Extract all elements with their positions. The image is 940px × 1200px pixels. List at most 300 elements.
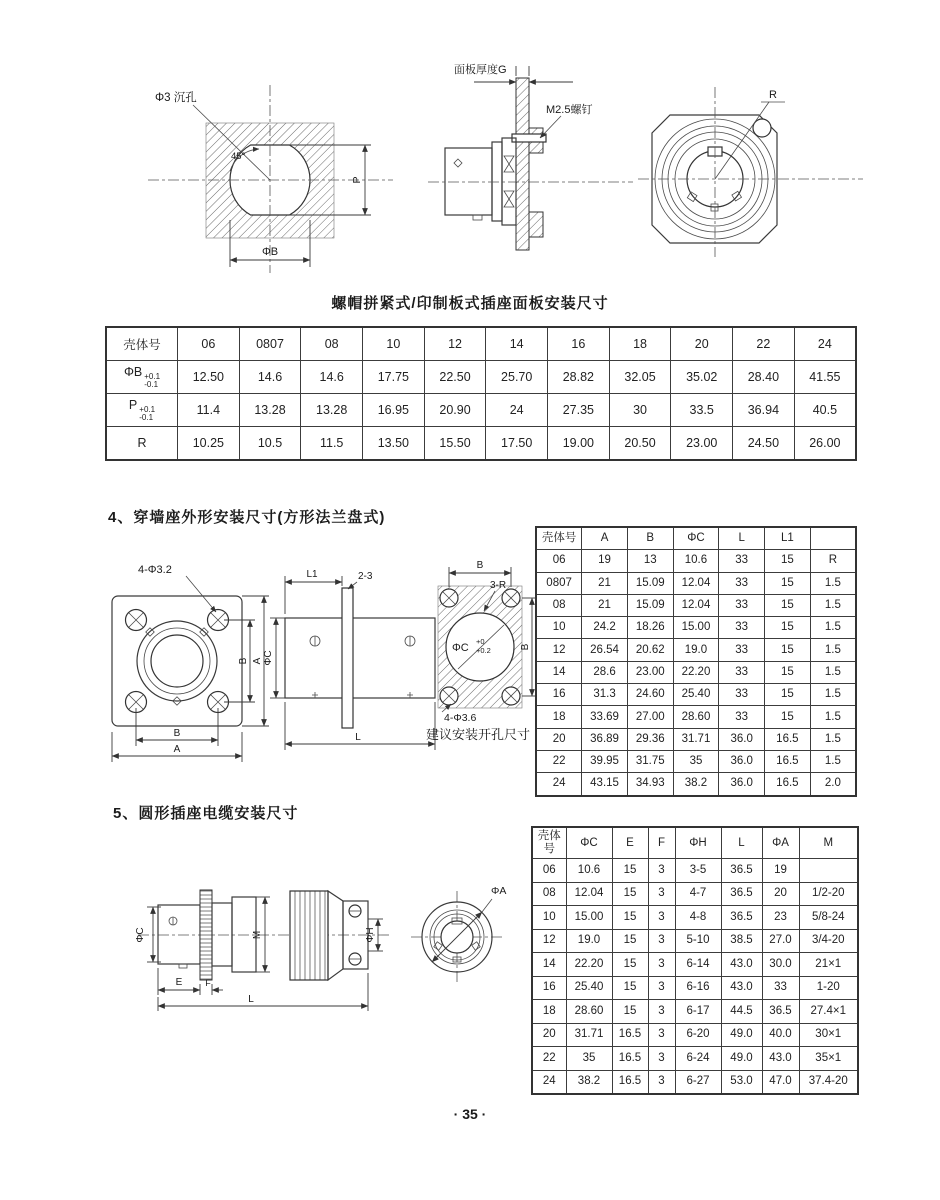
data-cell: 16.95 xyxy=(363,394,425,427)
table-row xyxy=(532,859,858,883)
data-cell: 15.00 xyxy=(673,617,719,639)
data-cell: 15 xyxy=(765,617,811,639)
row-header-cell: 22 xyxy=(536,750,582,772)
data-cell: 15 xyxy=(765,661,811,683)
data-cell: 3 xyxy=(648,906,675,930)
data-cell: 13.50 xyxy=(363,427,425,461)
data-cell: 3 xyxy=(648,1047,675,1071)
data-cell: 19 xyxy=(762,859,799,883)
row-header-cell: 24 xyxy=(532,1070,566,1094)
data-cell: 33 xyxy=(719,572,765,594)
seal-section-bottom xyxy=(504,191,514,207)
data-cell: 15.00 xyxy=(566,906,612,930)
data-cell: 3 xyxy=(648,1000,675,1024)
data-cell: 53.0 xyxy=(721,1070,762,1094)
data-cell: 23.00 xyxy=(627,661,673,683)
row-header-cell: ΦB +0.1 -0.1 xyxy=(106,361,178,394)
data-cell: 30×1 xyxy=(799,1023,858,1047)
data-cell: 3/4-20 xyxy=(799,929,858,953)
data-cell: 15 xyxy=(612,882,648,906)
data-cell: 31.75 xyxy=(627,750,673,772)
data-cell: 33 xyxy=(719,661,765,683)
holes-leader xyxy=(186,576,216,612)
data-cell: 35 xyxy=(673,750,719,772)
data-cell: 28.6 xyxy=(582,661,628,683)
data-cell: 16.5 xyxy=(765,750,811,772)
data-cell: 43.0 xyxy=(721,976,762,1000)
column-header: 22 xyxy=(733,327,795,361)
data-cell: 39.95 xyxy=(582,750,628,772)
column-header: 20 xyxy=(671,327,733,361)
table-row xyxy=(532,1047,858,1071)
data-cell: 1.5 xyxy=(810,750,856,772)
table-row xyxy=(536,773,856,796)
data-cell: 6-20 xyxy=(675,1023,721,1047)
data-cell: 1.5 xyxy=(810,728,856,750)
data-cell: 3 xyxy=(648,1070,675,1094)
section4-title: 4、穿墙座外形安装尺寸(方形法兰盘式) xyxy=(108,509,386,526)
screw-leader xyxy=(540,116,561,138)
column-header: M xyxy=(799,827,858,859)
a-label: A xyxy=(173,744,181,755)
data-cell: 17.75 xyxy=(363,361,425,394)
data-cell: 6-24 xyxy=(675,1047,721,1071)
column-header: ΦH xyxy=(675,827,721,859)
c-label: ΦC xyxy=(263,650,274,666)
data-cell: 1.5 xyxy=(810,684,856,706)
data-cell: 10.25 xyxy=(178,427,240,461)
data-cell: 1.5 xyxy=(810,617,856,639)
column-header: 0807 xyxy=(239,327,301,361)
table-row xyxy=(532,929,858,953)
data-cell: 5-10 xyxy=(675,929,721,953)
data-cell: 49.0 xyxy=(721,1023,762,1047)
data-cell: 38.2 xyxy=(566,1070,612,1094)
data-cell: 15 xyxy=(612,929,648,953)
flange-ring xyxy=(492,142,502,221)
column-header: 壳体号 xyxy=(106,327,178,361)
data-cell: 27.4×1 xyxy=(799,1000,858,1024)
row-header-cell: 14 xyxy=(536,661,582,683)
data-cell: 15 xyxy=(612,859,648,883)
holes-label: 4-Φ3.2 xyxy=(138,564,172,576)
column-header: L1 xyxy=(765,527,811,550)
flange-dim-table xyxy=(535,526,857,797)
b-label: B xyxy=(173,728,181,739)
data-cell: 36.0 xyxy=(719,773,765,796)
table-row xyxy=(536,594,856,616)
counterbore-label: Φ3 沉孔 xyxy=(155,92,197,104)
column-header: 壳体 号 xyxy=(532,827,566,859)
data-cell: 21 xyxy=(582,594,628,616)
data-cell: 33.5 xyxy=(671,394,733,427)
data-cell: 16.5 xyxy=(765,728,811,750)
data-cell: 33 xyxy=(719,684,765,706)
data-cell: 1.5 xyxy=(810,639,856,661)
data-cell: 33 xyxy=(719,706,765,728)
mount-boss-bottom xyxy=(529,212,543,237)
table-row xyxy=(532,953,858,977)
connector-body xyxy=(445,148,492,215)
data-cell: 3 xyxy=(648,1023,675,1047)
column-header: L xyxy=(721,827,762,859)
data-cell: 22.20 xyxy=(673,661,719,683)
body-mark xyxy=(454,159,462,167)
column-header: 24 xyxy=(794,327,856,361)
data-cell: 23 xyxy=(762,906,799,930)
column-header: A xyxy=(582,527,628,550)
table-row xyxy=(106,394,856,427)
data-cell: 47.0 xyxy=(762,1070,799,1094)
data-cell: 3 xyxy=(648,976,675,1000)
seal-section-top xyxy=(504,156,514,172)
data-cell: 32.05 xyxy=(609,361,671,394)
table-row xyxy=(536,684,856,706)
data-cell: 28.82 xyxy=(548,361,610,394)
panel-cutout-drawing xyxy=(133,55,433,295)
tick xyxy=(312,692,318,698)
data-cell: 13.28 xyxy=(239,394,301,427)
section5-drawings xyxy=(123,845,553,1055)
data-cell: 6-17 xyxy=(675,1000,721,1024)
data-cell: 20 xyxy=(762,882,799,906)
data-cell: 24.2 xyxy=(582,617,628,639)
column-header: 18 xyxy=(609,327,671,361)
table-row xyxy=(532,906,858,930)
table-row xyxy=(532,882,858,906)
data-cell: 33 xyxy=(762,976,799,1000)
data-cell: 19.00 xyxy=(548,427,610,461)
thread-neck xyxy=(212,903,232,966)
data-cell: 1.5 xyxy=(810,572,856,594)
data-cell: 1.5 xyxy=(810,594,856,616)
data-cell: 15 xyxy=(612,953,648,977)
tol-bot: +0.2 xyxy=(476,646,491,655)
data-cell: 15 xyxy=(612,976,648,1000)
data-cell: 31.3 xyxy=(582,684,628,706)
table-row xyxy=(532,1000,858,1024)
row-header-cell: 06 xyxy=(536,550,582,572)
table-row xyxy=(536,550,856,572)
data-cell: 12.04 xyxy=(566,882,612,906)
row-header-cell: 20 xyxy=(536,728,582,750)
data-cell: 12.50 xyxy=(178,361,240,394)
data-cell: 11.4 xyxy=(178,394,240,427)
l1-label: L1 xyxy=(306,569,318,580)
data-cell: 41.55 xyxy=(794,361,856,394)
data-cell: 25.70 xyxy=(486,361,548,394)
data-cell: 15 xyxy=(765,550,811,572)
data-cell: 43.0 xyxy=(721,953,762,977)
data-cell: 15 xyxy=(765,684,811,706)
data-cell: 6-14 xyxy=(675,953,721,977)
row-header-cell: 20 xyxy=(532,1023,566,1047)
data-cell: 26.54 xyxy=(582,639,628,661)
data-cell: 24.50 xyxy=(733,427,795,461)
row-header-cell: 18 xyxy=(536,706,582,728)
data-cell: 36.0 xyxy=(719,750,765,772)
row-header-cell: 14 xyxy=(532,953,566,977)
data-cell: 38.2 xyxy=(673,773,719,796)
table-row xyxy=(106,427,856,461)
row-header-cell: 18 xyxy=(532,1000,566,1024)
data-cell: 12.04 xyxy=(673,594,719,616)
data-cell: 15 xyxy=(765,706,811,728)
data-cell: 36.94 xyxy=(733,394,795,427)
data-cell: 16.5 xyxy=(612,1023,648,1047)
data-cell: 20.90 xyxy=(424,394,486,427)
data-cell: 15 xyxy=(765,572,811,594)
column-header: 12 xyxy=(424,327,486,361)
table-row xyxy=(536,706,856,728)
column-header: 10 xyxy=(363,327,425,361)
flange-plate xyxy=(342,588,353,728)
data-cell: 40.5 xyxy=(794,394,856,427)
data-cell: 16.5 xyxy=(612,1070,648,1094)
data-cell: 3 xyxy=(648,882,675,906)
column-header: 14 xyxy=(486,327,548,361)
c-label: ΦC xyxy=(135,927,146,943)
h-label: ΦH xyxy=(365,927,376,943)
data-cell: 43.15 xyxy=(582,773,628,796)
data-cell: 28.60 xyxy=(566,1000,612,1024)
data-cell: 1-20 xyxy=(799,976,858,1000)
data-cell: 28.40 xyxy=(733,361,795,394)
a-label: ΦA xyxy=(491,885,507,897)
data-cell: 35.02 xyxy=(671,361,733,394)
data-cell: R xyxy=(810,550,856,572)
table-row xyxy=(532,1023,858,1047)
data-cell: 28.60 xyxy=(673,706,719,728)
angle-label: 45° xyxy=(231,151,246,162)
data-cell: 15 xyxy=(765,639,811,661)
front-view-drawing xyxy=(633,85,868,260)
data-cell: 13.28 xyxy=(301,394,363,427)
table-row xyxy=(106,361,856,394)
data-cell: 24.60 xyxy=(627,684,673,706)
data-cell: 20.62 xyxy=(627,639,673,661)
column-header: 08 xyxy=(301,327,363,361)
screw-label: M2.5螺钉 xyxy=(546,104,593,116)
column-header: 06 xyxy=(178,327,240,361)
column-header: 16 xyxy=(548,327,610,361)
data-cell: 36.5 xyxy=(762,1000,799,1024)
row-header-cell: 10 xyxy=(532,906,566,930)
data-cell: 1/2-20 xyxy=(799,882,858,906)
data-cell: 17.50 xyxy=(486,427,548,461)
row-header-cell: 06 xyxy=(532,859,566,883)
table-row xyxy=(536,639,856,661)
data-cell: 33 xyxy=(719,639,765,661)
data-cell: 29.36 xyxy=(627,728,673,750)
data-cell: 31.71 xyxy=(566,1023,612,1047)
b-label: B xyxy=(520,643,531,651)
data-cell: 11.5 xyxy=(301,427,363,461)
row-header-cell: 22 xyxy=(532,1047,566,1071)
data-cell: 13 xyxy=(627,550,673,572)
flange-thickness-label: 2-3 xyxy=(358,571,373,582)
holes2-label: 4-Φ3.6 xyxy=(444,712,477,724)
row-header-cell: 08 xyxy=(536,594,582,616)
data-cell: 19.0 xyxy=(566,929,612,953)
page-number: · 35 · xyxy=(453,1106,487,1122)
table-row xyxy=(536,661,856,683)
data-cell: 15.09 xyxy=(627,594,673,616)
data-cell: 12.04 xyxy=(673,572,719,594)
data-cell: 35×1 xyxy=(799,1047,858,1071)
column-header: 壳体号 xyxy=(536,527,582,550)
data-cell: 33 xyxy=(719,550,765,572)
row-header-cell: 12 xyxy=(532,929,566,953)
e-label: E xyxy=(175,977,183,988)
data-cell: 21×1 xyxy=(799,953,858,977)
panel-table-title: 螺帽拼紧式/印制板式插座面板安装尺寸 xyxy=(331,295,609,312)
row-header-cell: R xyxy=(106,427,178,461)
data-cell: 10.5 xyxy=(239,427,301,461)
data-cell: 34.93 xyxy=(627,773,673,796)
data-cell: 49.0 xyxy=(721,1047,762,1071)
data-cell: 40.0 xyxy=(762,1023,799,1047)
data-cell: 10.6 xyxy=(566,859,612,883)
data-cell xyxy=(799,859,858,883)
body-foot xyxy=(473,215,482,220)
coupling-bore xyxy=(151,635,203,687)
data-cell: 4-7 xyxy=(675,882,721,906)
data-cell: 27.0 xyxy=(762,929,799,953)
data-cell: 25.40 xyxy=(566,976,612,1000)
data-cell: 5/8-24 xyxy=(799,906,858,930)
panel-bar xyxy=(516,78,529,250)
table-row xyxy=(536,728,856,750)
cutout-caption: 建议安装开孔尺寸 xyxy=(426,727,531,742)
data-cell: 15.09 xyxy=(627,572,673,594)
row-header-cell: 10 xyxy=(536,617,582,639)
column-header: E xyxy=(612,827,648,859)
row-header-cell: 16 xyxy=(536,684,582,706)
data-cell: 3 xyxy=(648,859,675,883)
data-cell: 20.50 xyxy=(609,427,671,461)
data-cell: 31.71 xyxy=(673,728,719,750)
data-cell: 36.5 xyxy=(721,906,762,930)
data-cell: 33 xyxy=(719,594,765,616)
m-label: M xyxy=(252,930,263,940)
data-cell: 19.0 xyxy=(673,639,719,661)
row-header-cell: 16 xyxy=(532,976,566,1000)
data-cell: 22.20 xyxy=(566,953,612,977)
row-header-cell: 08 xyxy=(532,882,566,906)
column-header xyxy=(810,527,856,550)
data-cell: 27.00 xyxy=(627,706,673,728)
data-cell: 43.0 xyxy=(762,1047,799,1071)
data-cell: 1.5 xyxy=(810,706,856,728)
data-cell: 10.6 xyxy=(673,550,719,572)
section4-drawings xyxy=(90,556,542,774)
data-cell: 15 xyxy=(612,906,648,930)
panel-mounting-table xyxy=(105,326,857,461)
cable-dim-table xyxy=(531,826,859,1095)
data-cell: 38.5 xyxy=(721,929,762,953)
data-cell: 33 xyxy=(719,617,765,639)
row-header-cell: 12 xyxy=(536,639,582,661)
table-row xyxy=(536,750,856,772)
data-cell: 14.6 xyxy=(301,361,363,394)
f-label: F xyxy=(205,978,211,988)
l-label: L xyxy=(355,732,361,743)
data-cell: 30.0 xyxy=(762,953,799,977)
side-section-drawing xyxy=(418,52,643,292)
table-row xyxy=(536,572,856,594)
data-cell: 27.35 xyxy=(548,394,610,427)
data-cell: 4-8 xyxy=(675,906,721,930)
b-label: B xyxy=(476,560,484,571)
column-header: F xyxy=(648,827,675,859)
data-cell: 26.00 xyxy=(794,427,856,461)
table-row xyxy=(536,617,856,639)
row-header-cell: 24 xyxy=(536,773,582,796)
data-cell: 35 xyxy=(566,1047,612,1071)
column-header: ΦC xyxy=(673,527,719,550)
column-header: L xyxy=(719,527,765,550)
column-header: ΦA xyxy=(762,827,799,859)
data-cell: 6-27 xyxy=(675,1070,721,1094)
column-header: ΦC xyxy=(566,827,612,859)
data-cell: 1.5 xyxy=(810,661,856,683)
p-dim-label: P xyxy=(351,176,363,184)
nut-profile xyxy=(502,138,516,225)
row-header-cell: P +0.1 -0.1 xyxy=(106,394,178,427)
data-cell: 15 xyxy=(765,594,811,616)
backshell-knurl xyxy=(290,891,328,980)
receptacle-body xyxy=(285,618,435,698)
data-cell: 14.6 xyxy=(239,361,301,394)
data-cell: 15.50 xyxy=(424,427,486,461)
knurled-ring xyxy=(200,890,212,980)
a-label: A xyxy=(252,657,263,665)
data-cell: 18.26 xyxy=(627,617,673,639)
data-cell: 36.0 xyxy=(719,728,765,750)
panel-thickness-label: 面板厚度G xyxy=(454,64,507,76)
plug-body xyxy=(158,905,200,964)
row-header-cell: 0807 xyxy=(536,572,582,594)
column-header: B xyxy=(627,527,673,550)
tol-top: +0 xyxy=(476,637,485,646)
data-cell: 21 xyxy=(582,572,628,594)
data-cell: 30 xyxy=(609,394,671,427)
data-cell: 44.5 xyxy=(721,1000,762,1024)
data-cell: 22.50 xyxy=(424,361,486,394)
data-cell: 23.00 xyxy=(671,427,733,461)
data-cell: 6-16 xyxy=(675,976,721,1000)
screw-shank xyxy=(512,134,546,142)
data-cell: 3 xyxy=(648,929,675,953)
data-cell: 16.5 xyxy=(765,773,811,796)
data-cell: 24 xyxy=(486,394,548,427)
b-dim-label: ΦB xyxy=(261,246,279,258)
data-cell: 3 xyxy=(648,953,675,977)
data-cell: 16.5 xyxy=(612,1047,648,1071)
r-label: R xyxy=(769,89,777,101)
l-label: L xyxy=(248,994,254,1005)
tick xyxy=(407,692,413,698)
data-cell: 2.0 xyxy=(810,773,856,796)
data-cell: 37.4-20 xyxy=(799,1070,858,1094)
section5-title: 5、圆形插座电缆安装尺寸 xyxy=(113,805,299,822)
data-cell: 15 xyxy=(612,1000,648,1024)
data-cell: 19 xyxy=(582,550,628,572)
data-cell: 3-5 xyxy=(675,859,721,883)
r-hole xyxy=(753,119,771,137)
cutout-c-label: ΦC xyxy=(452,642,469,654)
